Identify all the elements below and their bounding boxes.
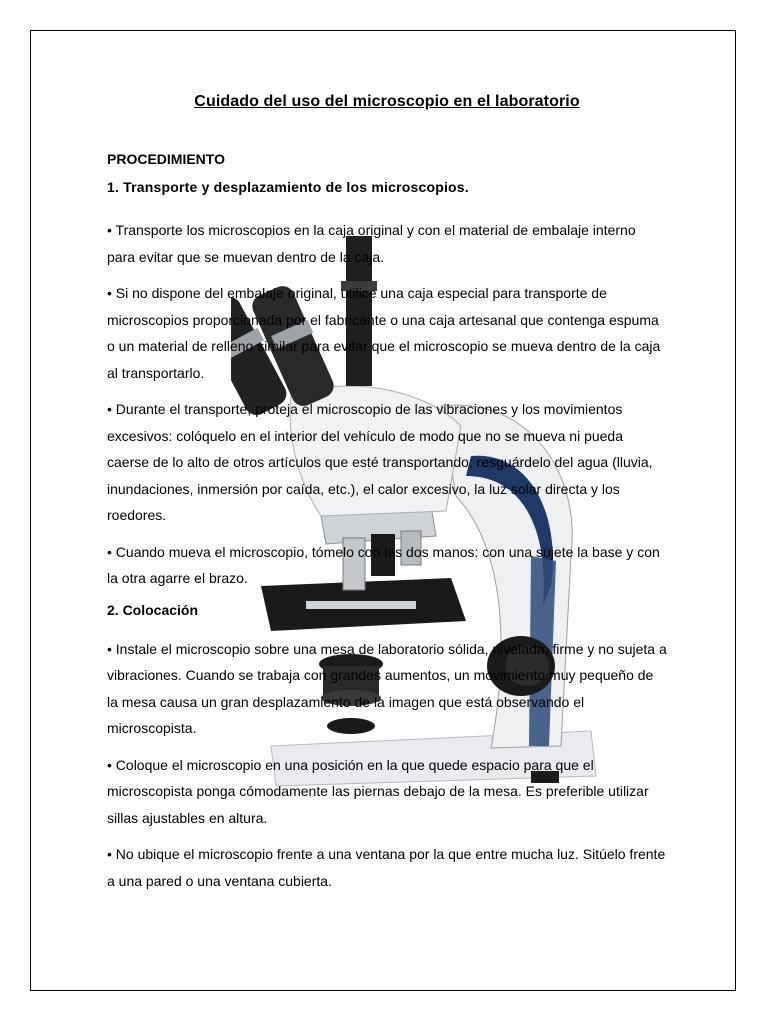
section-heading-colocacion: 2. Colocación: [107, 601, 199, 618]
document-title: Cuidado del uso del microscopio en el laboratorio: [194, 93, 580, 110]
paragraph: • Durante el transporte, proteja el microscopio de las vibraciones y los movimientos excesivos: colóquelo en el interior del vehículo de modo que no se mueva ni pueda caerse de lo alto de otros artículos que esté transportando; resguárdelo del agua (lluvia, inundaciones, inmersión por caída, etc.), el calor excesivo, la luz solar directa y los roedores.: [107, 401, 653, 523]
paragraph: • No ubique el microscopio frente a una ventana por la que entre mucha luz. Sitúelo frente a una pared o una ventana cubierta.: [107, 846, 666, 889]
section-heading-procedimiento: PROCEDIMIENTO: [107, 151, 225, 167]
document-content: [107, 93, 667, 904]
paragraph: • Coloque el microscopio en una posición en la que quede espacio para que el microscopista ponga cómodamente las piernas debajo de la mesa. Es preferible utilizar sillas ajustables en altura.: [107, 756, 649, 826]
paragraph: • Instale el microscopio sobre una mesa de laboratorio sólida, nivelada, firme y no sujeta a vibraciones. Cuando se trabaja con grandes aumentos, un movimiento muy pequeño de la mesa causa un gran desplazamiento de la imagen que está observando el microscopista.: [107, 640, 667, 736]
paragraph: • Cuando mueva el microscopio, tómelo con las dos manos: con una sujete la base y con la otra agarre el brazo.: [107, 543, 660, 586]
section-heading-transporte: 1. Transporte y desplazamiento de los microscopios.: [107, 179, 469, 195]
paragraph: • Transporte los microscopios en la caja original y con el material de embalaje interno para evitar que se muevan dentro de la caja.: [107, 222, 636, 265]
paragraph: • Si no dispone del embalaje original, utilice una caja especial para transporte de microscopios proporcionada por el fabricante o una caja artesanal que contenga espuma o un material de relleno similar para evitar que el microscopio se mueva dentro de la caja al transportarlo.: [107, 285, 661, 381]
document-page: [30, 30, 736, 991]
